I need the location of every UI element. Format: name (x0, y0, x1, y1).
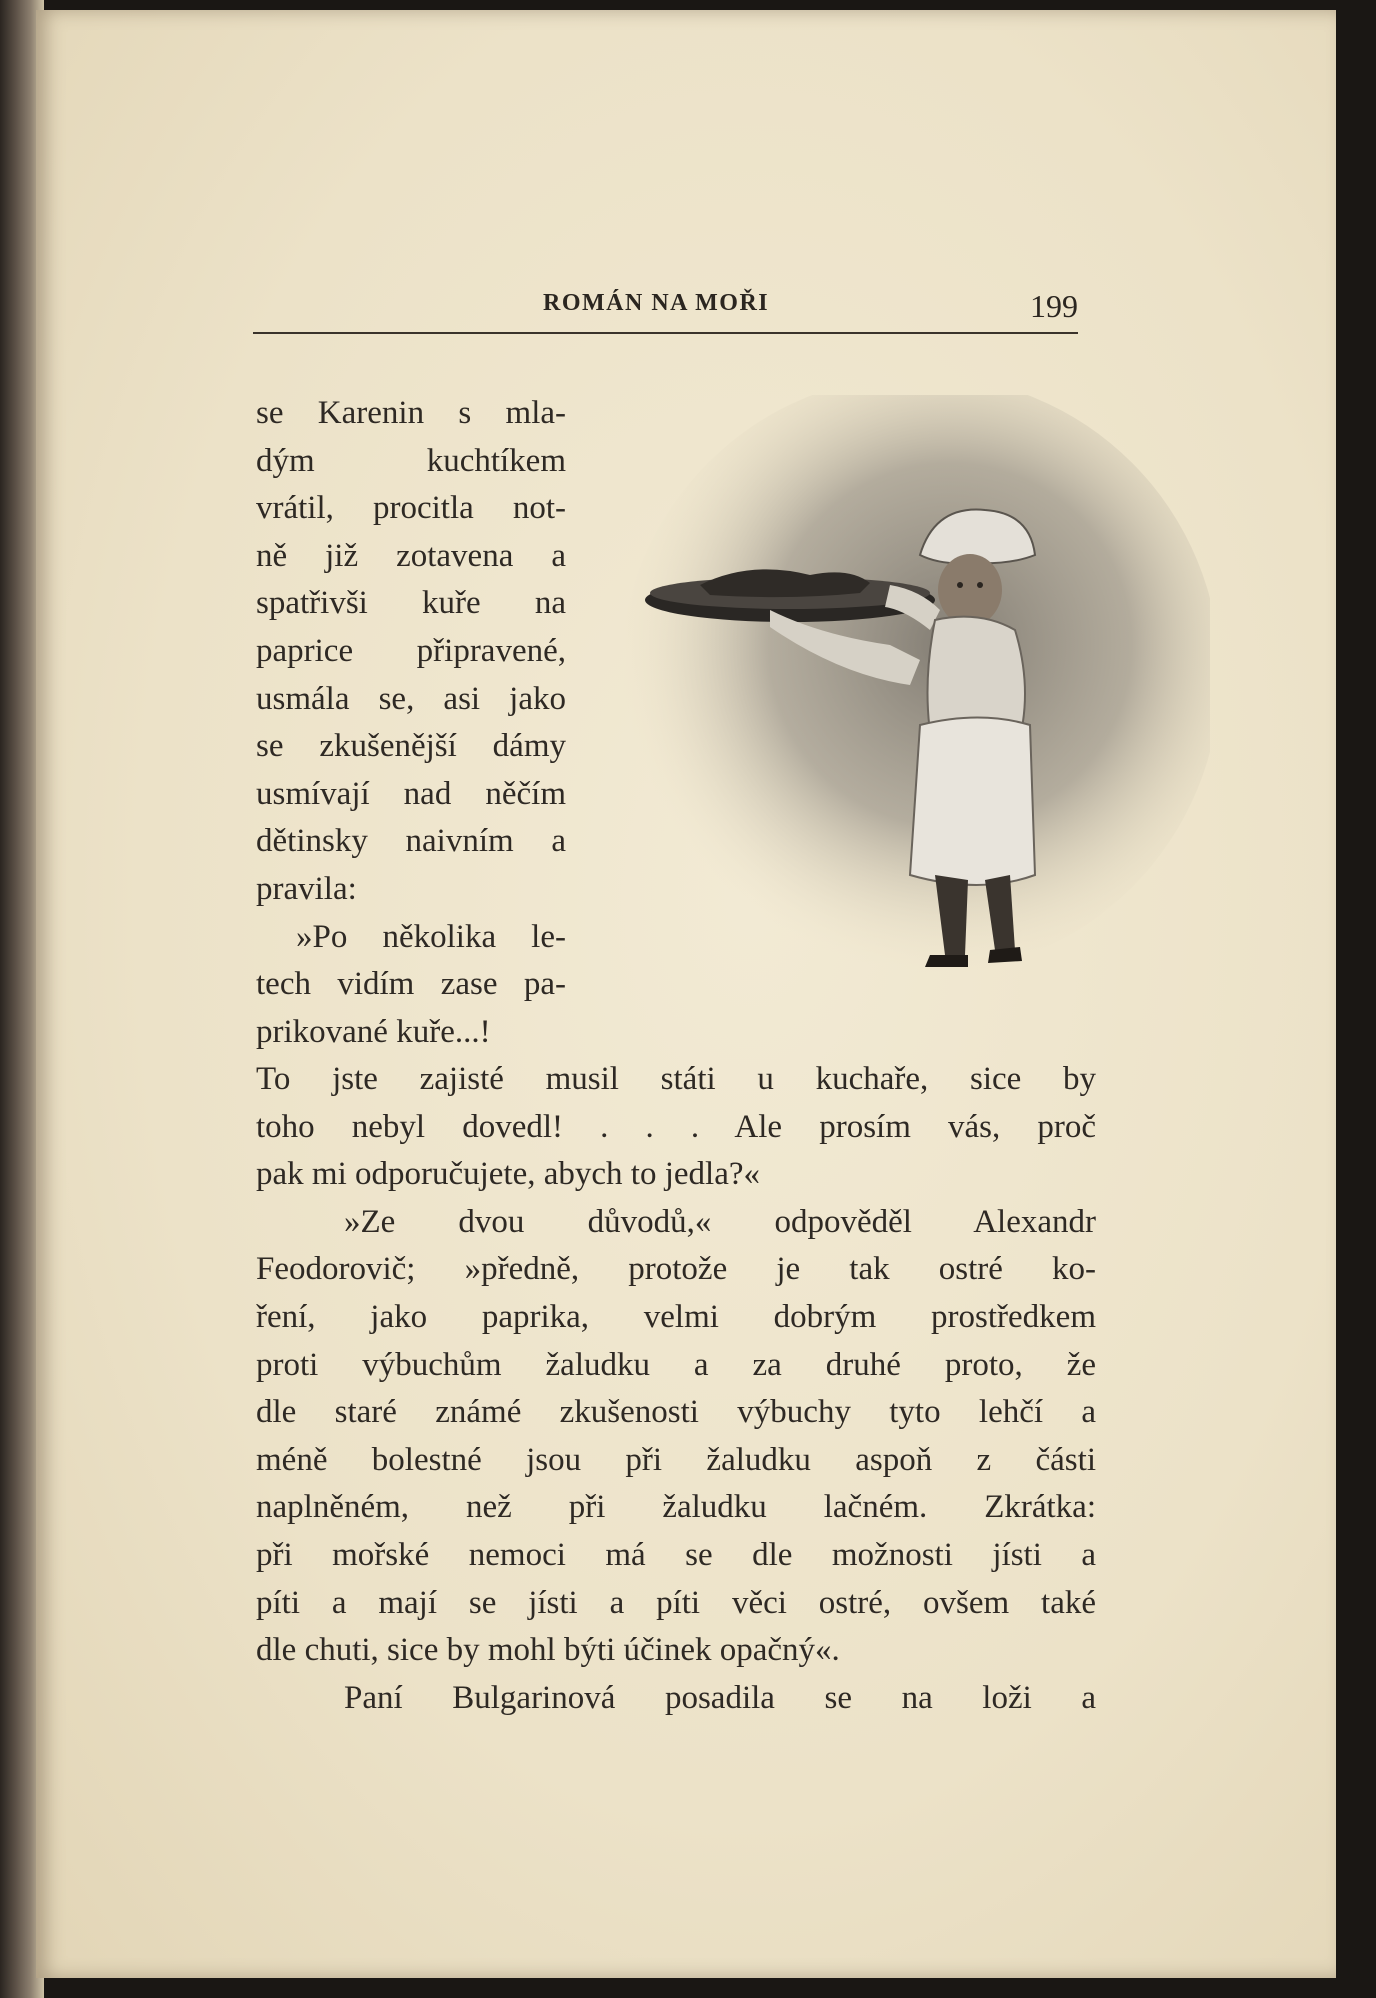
running-title: ROMÁN NA MOŘI (543, 290, 770, 316)
text-line: se Karenin s mla- (256, 395, 566, 431)
text-line: méně bolestné jsou při žaludku aspoň z části (256, 1441, 1096, 1478)
narrow-text-column (256, 390, 566, 1056)
text-line: »Po několika le- (296, 918, 566, 955)
text-line: dle staré známé zkušenosti výbuchy tyto lehčí a (256, 1394, 1096, 1431)
text-line: pak mi odporučujete, abych to jedla?« (256, 1156, 760, 1193)
text-line: dým kuchtíkem (256, 442, 566, 479)
text-line: při mořské nemoci má se dle možnosti jísti a (256, 1536, 1096, 1573)
text-line: Feodorovič; »předně, protože je tak ostré ko- (256, 1251, 1096, 1288)
text-line: To jste zajisté musil státi u kuchaře, sice by (256, 1061, 1096, 1097)
header-rule (253, 332, 1078, 334)
text-line: ně již zotavena a (256, 537, 566, 574)
main-text-block (256, 1056, 1096, 1722)
text-line: pravila: (256, 870, 357, 907)
text-line: ření, jako paprika, velmi dobrým prostředkem (256, 1298, 1096, 1335)
text-line: proti výbuchům žaludku a za druhé proto, že (256, 1346, 1096, 1383)
text-line: tech vidím zase pa- (256, 966, 566, 1003)
page-header (253, 288, 1078, 328)
cook-boy-with-tray-illustration (590, 395, 1210, 1015)
text-line: Paní Bulgarinová posadila se na loži a (344, 1679, 1096, 1716)
text-line: usmívají nad něčím (256, 775, 566, 812)
text-line: vrátil, procitla not- (256, 490, 566, 527)
text-line: spatřivši kuře na (256, 585, 566, 622)
text-line: prikované kuře...! (256, 1013, 491, 1050)
text-line: paprice připravené, (256, 632, 566, 669)
text-line: dětinsky naivním a (256, 823, 566, 860)
text-line: dle chuti, sice by mohl býti účinek opačný«. (256, 1632, 840, 1669)
text-line: usmála se, asi jako (256, 680, 566, 717)
text-line: toho nebyl dovedl! . . . Ale prosím vás, proč (256, 1108, 1096, 1145)
text-line: píti a mají se jísti a píti věci ostré, ovšem také (256, 1584, 1096, 1621)
text-line: se zkušenější dámy (256, 728, 566, 765)
text-line: naplněném, než při žaludku lačném. Zkrátka: (256, 1489, 1096, 1526)
page-number: 199 (1030, 288, 1078, 324)
text-line: »Ze dvou důvodů,« odpověděl Alexandr (344, 1203, 1096, 1240)
